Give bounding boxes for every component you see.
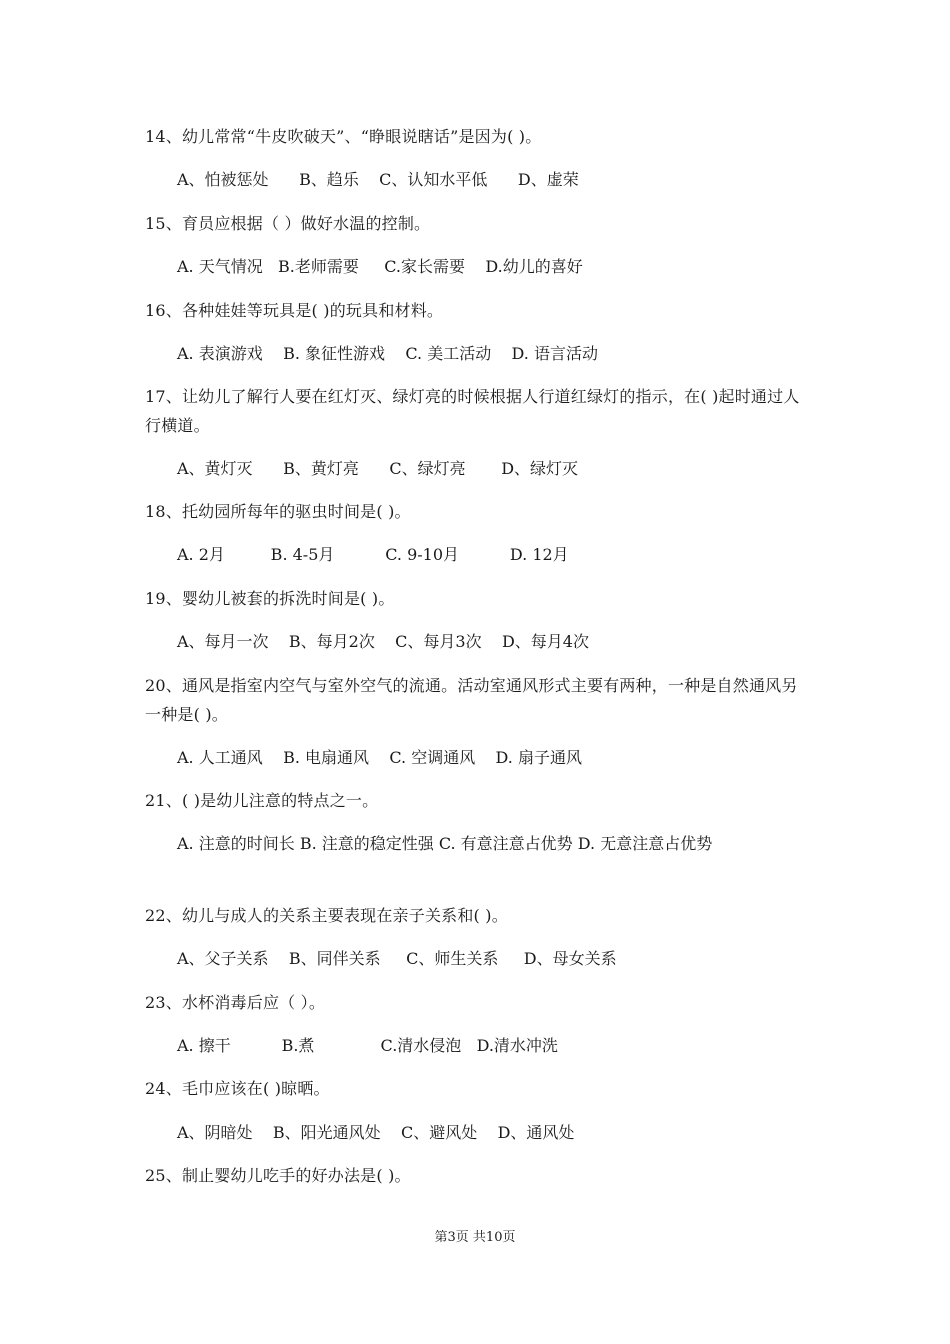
options-14-text: A、怕被惩处 B、趋乐 C、认知水平低 D、虚荣 [177,170,579,189]
question-21: 21、( )是幼儿注意的特点之一。 [145,791,379,810]
options-18-text: A. 2月 B. 4-5月 C. 9-10月 D. 12月 [177,545,569,564]
options-17 [145,454,810,483]
options-18 [145,540,810,569]
options-24 [145,1118,810,1147]
options-16-text: A. 表演游戏 B. 象征性游戏 C. 美工活动 D. 语言活动 [177,344,598,363]
options-16 [145,339,810,368]
question-18: 18、托幼园所每年的驱虫时间是( )。 [145,502,411,521]
options-23 [145,1031,810,1060]
question-24: 24、毛巾应该在( )晾晒。 [145,1079,330,1098]
question-23: 23、水杯消毒后应（ ）。 [145,993,326,1012]
options-20 [145,743,810,772]
question-25: 25、制止婴幼儿吃手的好办法是( )。 [145,1166,411,1185]
question-16: 16、各种娃娃等玩具是( )的玩具和材料。 [145,301,444,320]
options-17-text: A、黄灯灭 B、黄灯亮 C、绿灯亮 D、绿灯灭 [177,459,579,478]
options-19-text: A、每月一次 B、每月2次 C、每月3次 D、每月4次 [177,632,589,651]
question-14: 14、幼儿常常“牛皮吹破天”、“睁眼说瞎话”是因为( )。 [145,127,542,146]
page-footer: 第3页 共10页 [434,1230,516,1245]
options-23-text: A. 擦干 B.煮 C.清水侵泡 D.清水冲洗 [177,1036,558,1055]
question-17: 17、让幼儿了解行人要在红灯灭、绿灯亮的时候根据人行道红绿灯的指示，在( )起时通过人行横道。 [145,387,800,435]
options-20-text: A. 人工通风 B. 电扇通风 C. 空调通风 D. 扇子通风 [177,748,582,767]
options-24-text: A、阴暗处 B、阳光通风处 C、避风处 D、通风处 [177,1123,575,1142]
question-20: 20、通风是指室内空气与室外空气的流通。活动室通风形式主要有两种，一种是自然通风另一种是( )。 [145,676,798,724]
question-22: 22、幼儿与成人的关系主要表现在亲子关系和( )。 [145,906,508,925]
options-19 [145,627,810,656]
options-22-text: A、父子关系 B、同伴关系 C、师生关系 D、母女关系 [177,949,617,968]
question-15: 15、育员应根据（ ）做好水温的控制。 [145,214,431,233]
options-15-text: A. 天气情况 B.老师需要 C.家长需要 D.幼儿的喜好 [177,257,583,276]
options-14 [145,165,810,194]
question-19: 19、婴幼儿被套的拆洗时间是( )。 [145,589,395,608]
options-22 [145,944,810,973]
options-21: A. 注意的时间长 B. 注意的稳定性强 C. 有意注意占优势 D. 无意注意占优势 [177,834,713,853]
options-15 [145,252,810,281]
